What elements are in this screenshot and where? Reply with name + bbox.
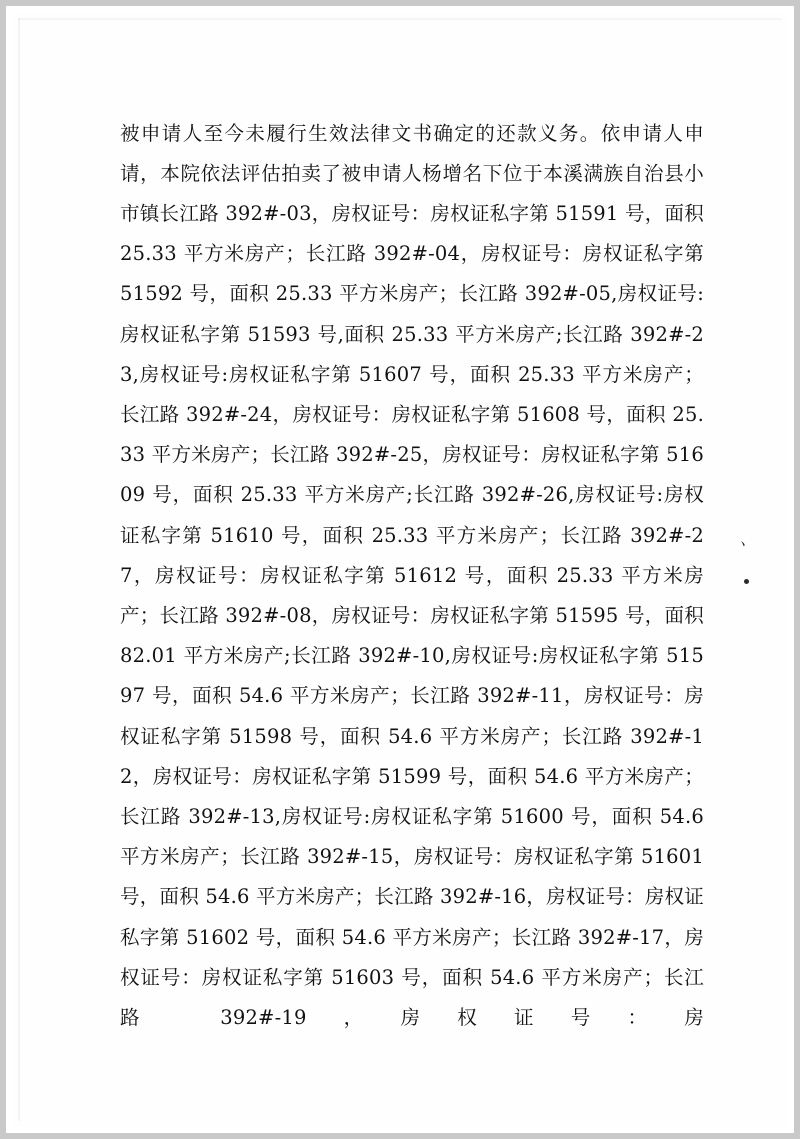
document-body [120,94,711,1058]
page-edge-shadow-left [18,18,21,1121]
margin-dot-mark [744,579,749,584]
paper-sheet [12,12,788,1127]
body-paragraph: 被申请人至今未履行生效法律文书确定的还款义务。依申请人申请，本院依法评估拍卖了被申请人杨增名下位于本溪满族自治县小市镇长江路 392#-03，房权证号：房权证私字第 51591 号，面积 25.33 平方米房产；长江路 392#-04，房权证号：房权证私字第 51592 号，面积 25.33 平方米房产；长江路 392#-05,房权证号:房权证私字第 51593 号,面积 25.33 平方米房产;长江路 392#-23,房权证号:房权证私字第 51607 号，面积 25.33 平方米房产；长江路 392#-24，房权证号：房权证私字第 51608 号，面积 25.33 平方米房产；长江路 392#-25，房权证号：房权证私字第 51609 号，面积 25.33 平方米房产;长江路 392#-26,房权证号:房权证私字第 51610 号，面积 25.33 平方米房产；长江路 392#-27，房权证号：房权证私字第 51612 号，面积 25.33 平方米房产；长江路 392#-08，房权证号：房权证私字第 51595 号，面积 82.01 平方米房产;长江路 392#-10,房权证号:房权证私字第 51597 号，面积 54.6 平方米房产；长江路 392#-11，房权证号：房权证私字第 51598 号，面积 54.6 平方米房产；长江路 392#-12，房权证号：房权证私字第 51599 号，面积 54.6 平方米房产；长江路 392#-13,房权证号:房权证私字第 51600 号，面积 54.6 平方米房产；长江路 392#-15，房权证号：房权证私字第 51601 号，面积 54.6 平方米房产；长江路 392#-16，房权证号：房权证私字第 51602 号，面积 54.6 平方米房产；长江路 392#-17，房权证号：房权证私字第 51603 号，面积 54.6 平方米房产；长江路 392#-19，房权证号：房 [120,121,711,1029]
page-edge-shadow-top [18,18,782,21]
margin-tick-mark: 、 [739,529,759,552]
